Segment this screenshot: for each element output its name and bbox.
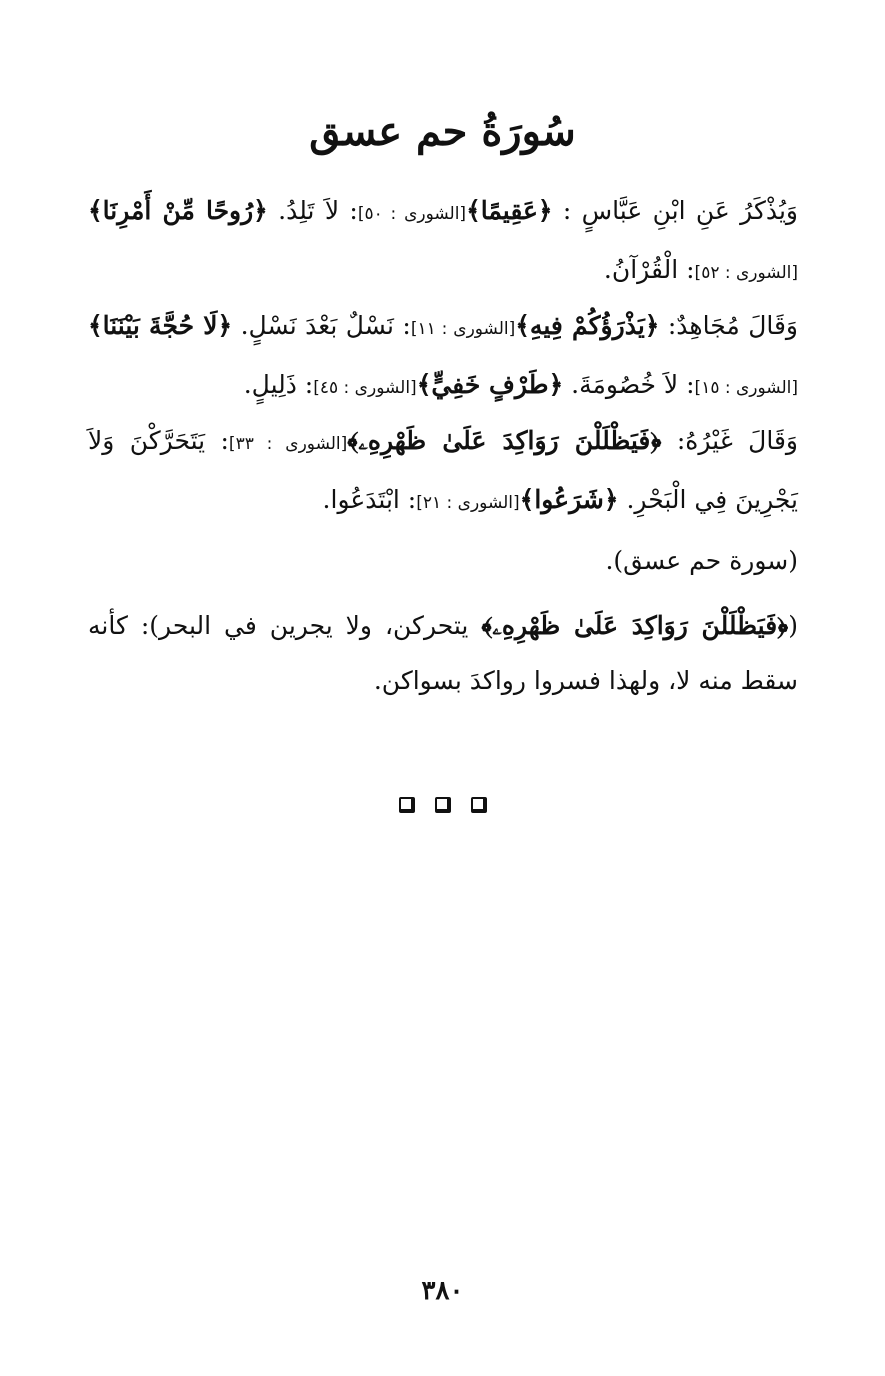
- paragraph-text: وَقَالَ مُجَاهِدٌ:: [659, 311, 798, 340]
- verse-reference: [الشورى : ٣٣]: [228, 434, 348, 454]
- paragraph-mujahid: [88, 298, 798, 416]
- quran-quote: ﴿فَيَظْلَلْنَ رَوَاكِدَ عَلَىٰ ظَهْرِهِۦ﴾: [481, 611, 789, 640]
- paragraph-text: (سورة حم عسق).: [605, 546, 798, 575]
- paragraph-surah-note: [88, 533, 798, 588]
- quran-quote: ﴿طَرْفٍ خَفِيٍّ﴾: [416, 370, 564, 399]
- verse-reference: [الشورى : ٤٥]: [313, 378, 417, 398]
- quran-quote: ﴿عَقِيمًا﴾: [466, 196, 553, 225]
- paragraph-text: وَقَالَ غَيْرُهُ:: [661, 426, 798, 455]
- paragraph-text: : لاَ خُصُومَةَ.: [563, 370, 695, 399]
- paragraph-text: : نَسْلٌ بَعْدَ نَسْلٍ.: [232, 311, 411, 340]
- paragraph-others: [88, 413, 798, 531]
- verse-reference: [الشورى : ٥٠]: [357, 204, 467, 224]
- surah-title: سُورَةُ حم عسق: [309, 108, 576, 155]
- verse-reference: [الشورى : ١١]: [410, 319, 516, 339]
- paragraph-text: (: [788, 611, 798, 640]
- paragraph-text: : ذَلِيلٍ.: [243, 370, 314, 399]
- page-number: ٣٨٠: [421, 1276, 464, 1306]
- paragraph-text: : ابْتَدَعُوا.: [322, 485, 417, 514]
- separator-square-icon: [435, 797, 451, 813]
- quran-quote: ﴿شَرَعُوا﴾: [519, 485, 619, 514]
- separator-square-icon: [471, 797, 487, 813]
- section-separator: [0, 797, 885, 813]
- paragraph-text: : الْقُرْآنُ.: [603, 255, 695, 284]
- quran-quote: ﴿فَيَظْلَلْنَ رَوَاكِدَ عَلَىٰ ظَهْرِهِۦ﴾: [347, 426, 662, 455]
- verse-reference: [الشورى : ٥٢]: [694, 263, 798, 283]
- paragraph-text: : لاَ تَلِدُ.: [267, 196, 358, 225]
- verse-reference: [الشورى : ١٥]: [694, 378, 798, 398]
- separator-square-icon: [399, 797, 415, 813]
- paragraph-commentary: [88, 598, 798, 708]
- verse-reference: [الشورى : ٢١]: [416, 493, 520, 513]
- paragraph-ibn-abbas: [88, 183, 798, 301]
- quran-quote: ﴿يَذْرَؤُكُمْ فِيهِ﴾: [515, 311, 660, 340]
- quran-quote: ﴿لَا حُجَّةَ بَيْنَنَا﴾: [88, 311, 233, 340]
- paragraph-text: يتحركن، ولا يجرين في البحر): كأنه سقط منه لا، ولهذا فسروا رواكدَ بسواكن.: [88, 611, 798, 695]
- paragraph-text: وَيُذْكَرُ عَنِ ابْنِ عَبَّاسٍ :: [552, 196, 798, 225]
- quran-quote: ﴿رُوحًا مِّنْ أَمْرِنَا﴾: [88, 196, 268, 225]
- paragraph-text: : يَتَحَرَّكْنَ وَلاَ يَجْرِينَ فِي الْبَحْرِ.: [88, 426, 798, 514]
